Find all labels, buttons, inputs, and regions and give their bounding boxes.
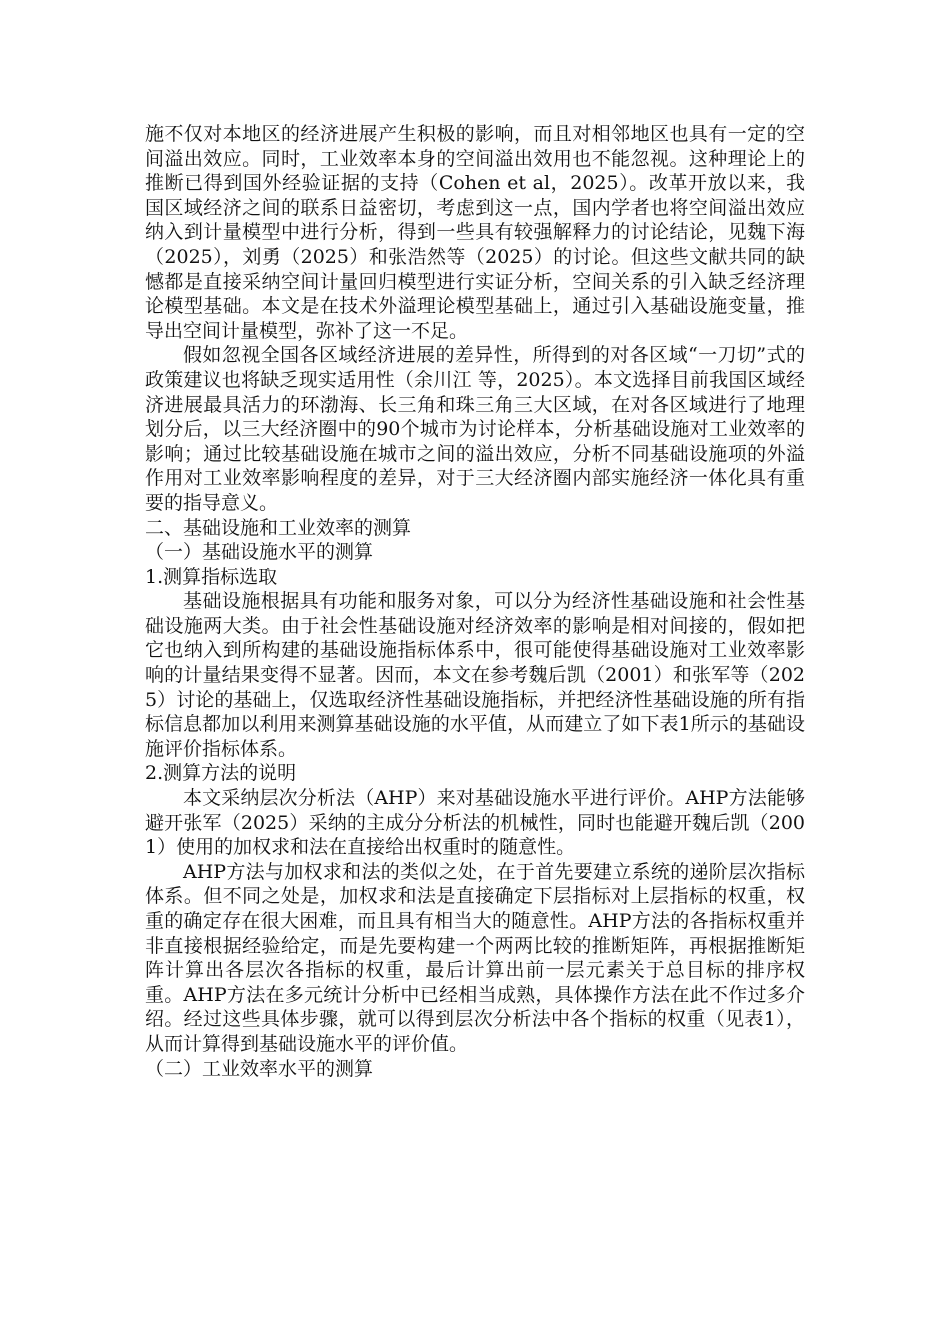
paragraph-ahp-method: 本文采纳层次分析法（AHP）来对基础设施水平进行评价。AHP方法能够避开张军（2025）采纳的主成分分析法的机械性，同时也能避开魏后凯（2001）使用的加权求和法在直接给出权重时的随意性。 — [145, 787, 805, 859]
paragraph-spatial-spillover: 施不仅对本地区的经济进展产生积极的影响，而且对相邻地区也具有一定的空间溢出效应。同时，工业效率本身的空间溢出效用也不能忽视。这种理论上的推断已得到国外经验证据的支持（Cohen et al，2025）。改革开放以来，我国区域经济之间的联系日益密切，考虑到这一点，国内学者也将空间溢出效应纳入到计量模型中进行分析，得到一些具有较强解释力的讨论结论，见魏下海（2025），刘勇（2025）和张浩然等（2025）的讨论。但这些文献共同的缺憾都是直接采纳空间计量回归模型进行实证分析，空间关系的引入缺乏经济理论模型基础。本文是在技术外溢理论模型基础上，通过引入基础设施变量，推导出空间计量模型，弥补了这一不足。 — [145, 123, 805, 342]
item-heading-2: 2.测算方法的说明 — [145, 762, 297, 785]
paragraph-regional-differences: 假如忽视全国各区域经济进展的差异性，所得到的对各区域“一刀切”式的政策建议也将缺乏现实适用性（余川江 等，2025）。本文选择目前我国区域经济进展最具活力的环渤海、长三角和珠三角三大区域，在对各区域进行了地理划分后，以三大经济圈中的90个城市为讨论样本，分析基础设施对工业效率的影响；通过比较基础设施在城市之间的溢出效应，分析不同基础设施项的外溢作用对工业效率影响程度的差异，对于三大经济圈内部实施经济一体化具有重要的指导意义。 — [145, 344, 805, 514]
subsection-heading-2: （二）工业效率水平的测算 — [145, 1057, 374, 1080]
section-heading-2: 二、基础设施和工业效率的测算 — [145, 516, 412, 539]
paragraph-ahp-comparison: AHP方法与加权求和法的类似之处，在于首先要建立系统的递阶层次指标体系。但不同之处是，加权求和法是直接确定下层指标对上层指标的权重，权重的确定存在很大困难，而且具有相当大的随意性。AHP方法的各指标权重并非直接根据经验给定，而是先要构建一个两两比较的推断矩阵，再根据推断矩阵计算出各层次各指标的权重，最后计算出前一层元素关于总目标的排序权重。AHP方法在多元统计分析中已经相当成熟，具体操作方法在此不作过多介绍。经过这些具体步骤，就可以得到层次分析法中各个指标的权重（见表1），从而计算得到基础设施水平的评价值。 — [145, 860, 805, 1055]
item-heading-1: 1.测算指标选取 — [145, 565, 278, 588]
paragraph-indicator-selection: 基础设施根据具有功能和服务对象，可以分为经济性基础设施和社会性基础设施两大类。由于社会性基础设施对经济效率的影响是相对间接的，假如把它也纳入到所构建的基础设施指标体系中，很可能使得基础设施对工业效率影响的计量结果变得不显著。因而，本文在参考魏后凯（2001）和张军等（2025）讨论的基础上，仅选取经济性基础设施指标，并把经济性基础设施的所有指标信息都加以利用来测算基础设施的水平值，从而建立了如下表1所示的基础设施评价指标体系。 — [145, 590, 805, 760]
document-body — [145, 122, 805, 1081]
subsection-heading-1: （一）基础设施水平的测算 — [145, 541, 374, 564]
